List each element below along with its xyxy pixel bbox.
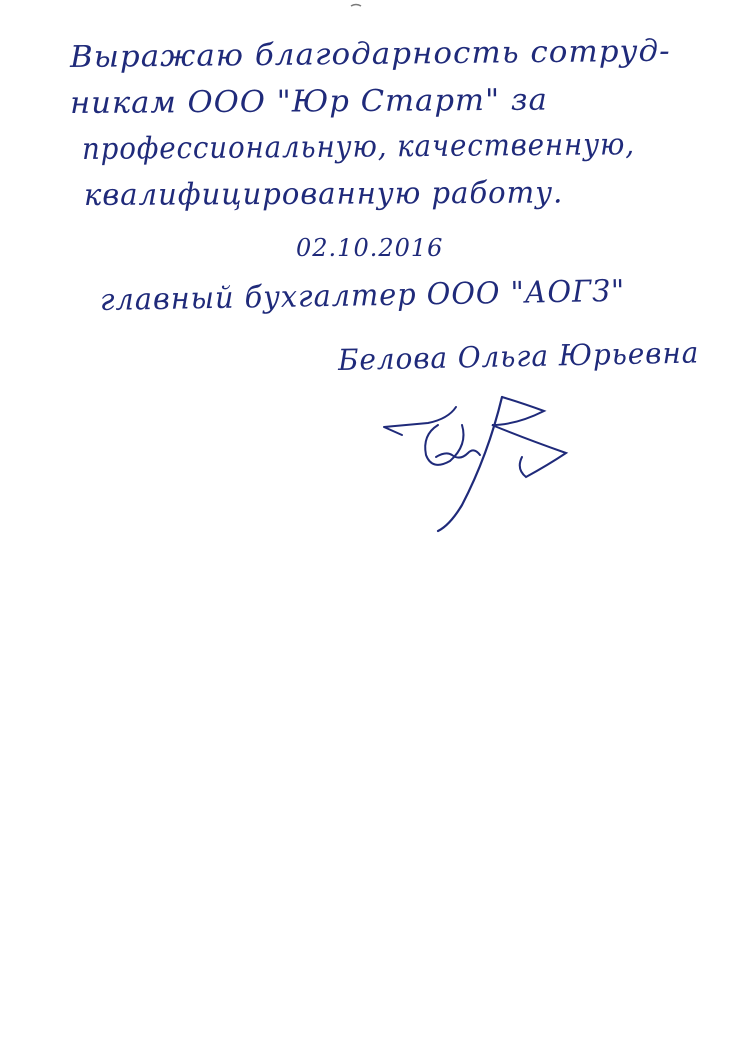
letter-date: 02.10.2016: [296, 234, 444, 262]
author-role: главный бухгалтер ООО "АОГЗ": [99, 273, 626, 318]
gratitude-line-4: квалифицированную работу.: [83, 175, 564, 213]
top-ink-mark: [349, 2, 363, 10]
author-name: Белова Ольга Юрьевна: [337, 335, 700, 377]
gratitude-line-2: никам ООО "Юр Старт" за: [69, 82, 548, 121]
gratitude-line-3: профессиональную, качественную,: [81, 127, 636, 167]
gratitude-line-1: Выражаю благодарность сотруд-: [69, 33, 671, 75]
handwritten-signature: [376, 395, 596, 535]
